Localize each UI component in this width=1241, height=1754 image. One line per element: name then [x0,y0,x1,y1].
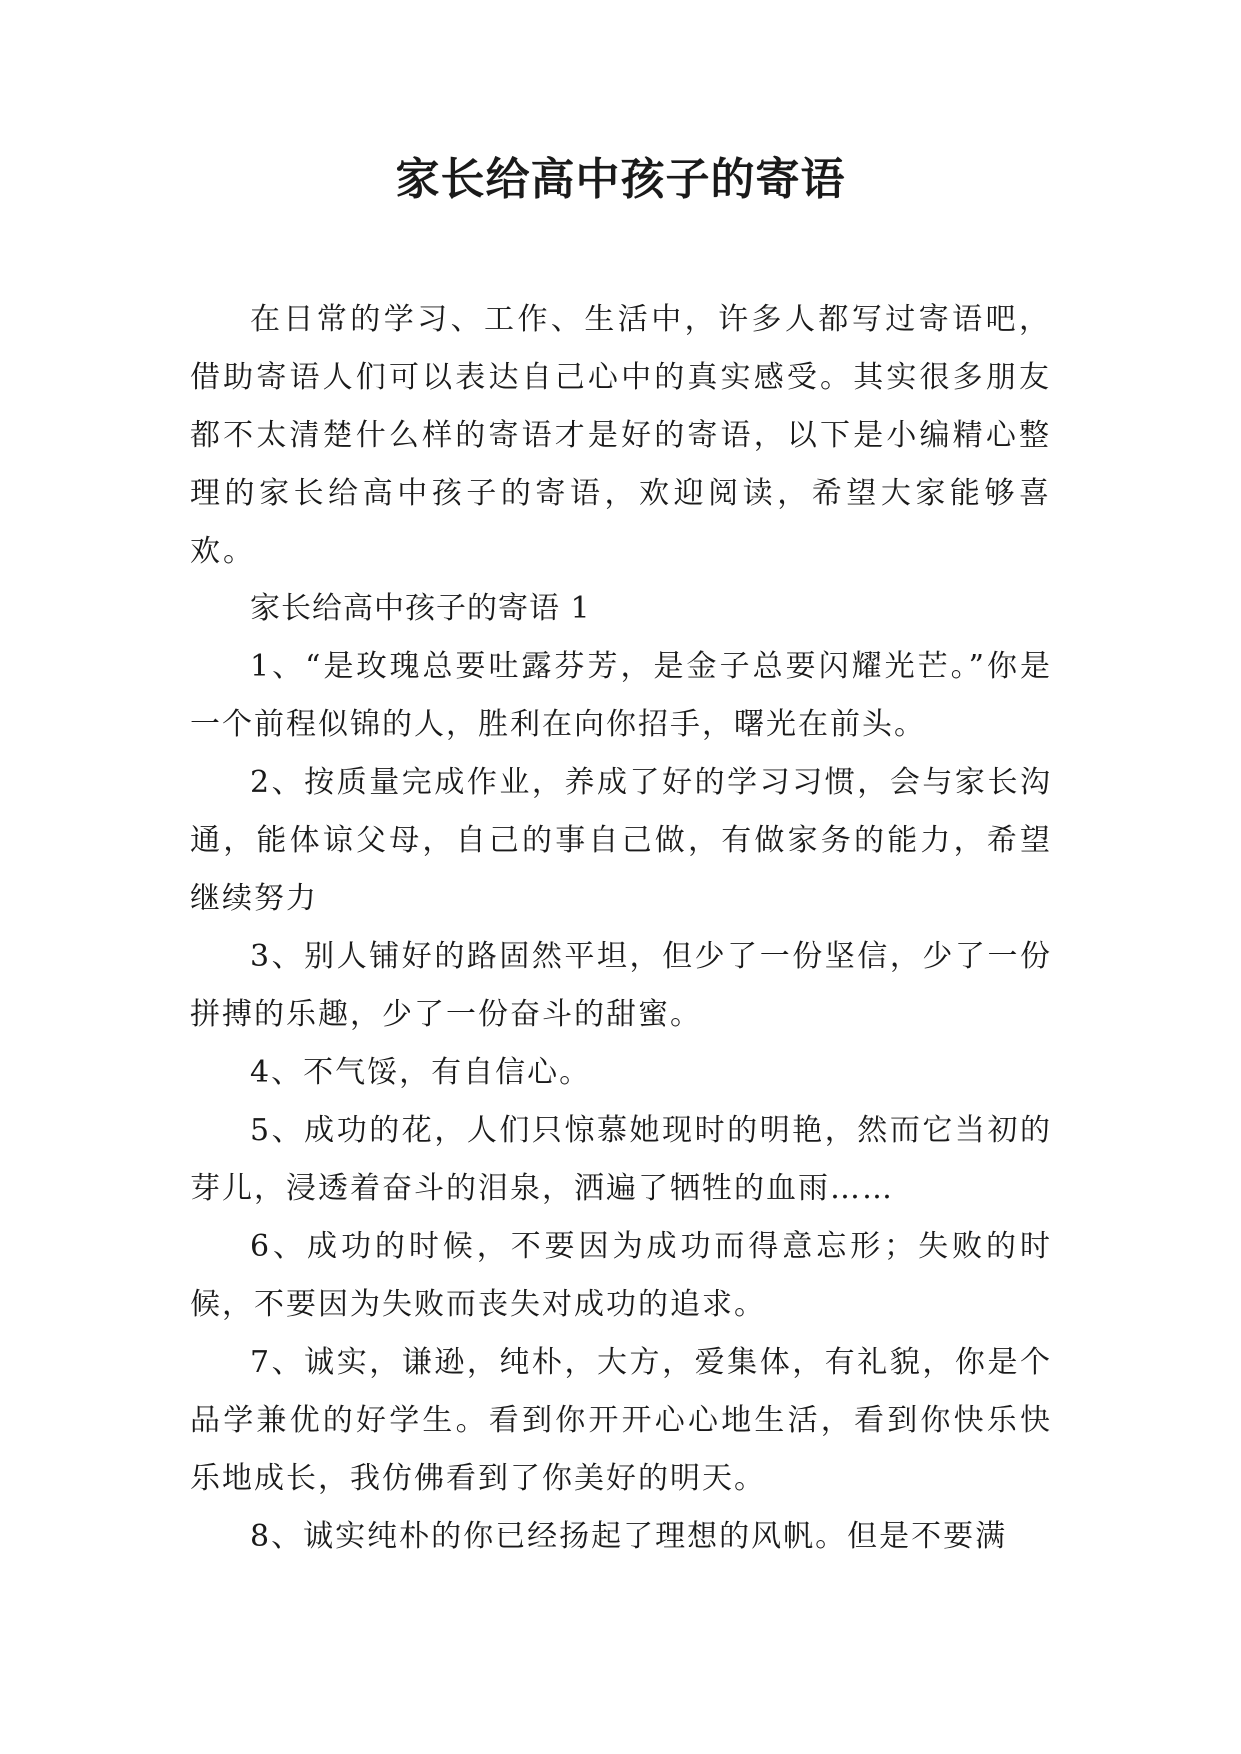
message-item: 1、“是玫瑰总要吐露芬芳，是金子总要闪耀光芒。”你是一个前程似锦的人，胜利在向你招手，曙光在前头。 [190,649,1052,742]
message-item: 5、成功的花，人们只惊慕她现时的明艳，然而它当初的芽儿，浸透着奋斗的泪泉，洒遍了牺牲的血雨…… [190,1113,1052,1206]
message-item: 6、成功的时候，不要因为成功而得意忘形；失败的时候，不要因为失败而丧失对成功的追求。 [190,1229,1052,1322]
message-item: 2、按质量完成作业，养成了好的学习习惯，会与家长沟通，能体谅父母，自己的事自己做，有做家务的能力，希望继续努力 [190,765,1052,916]
message-item: 7、诚实，谦逊，纯朴，大方，爱集体，有礼貌，你是个品学兼优的好学生。看到你开开心心地生活，看到你快乐快乐地成长，我仿佛看到了你美好的明天。 [190,1345,1052,1496]
message-item: 3、别人铺好的路固然平坦，但少了一份坚信，少了一份拼搏的乐趣，少了一份奋斗的甜蜜。 [190,939,1052,1032]
message-item: 8、诚实纯朴的你已经扬起了理想的风帆。但是不要满 [250,1519,1008,1554]
message-section [190,580,1052,1566]
message-item: 4、不气馁，有自信心。 [250,1055,592,1090]
intro-paragraph: 在日常的学习、工作、生活中，许多人都写过寄语吧，借助寄语人们可以表达自己心中的真实感受。其实很多朋友都不太清楚什么样的寄语才是好的寄语，以下是小编精心整理的家长给高中孩子的寄语，欢迎阅读，希望大家能够喜欢。 [190,302,1052,569]
document-title: 家长给高中孩子的寄语 [395,154,846,205]
section-heading: 家长给高中孩子的寄语 1 [250,591,591,626]
